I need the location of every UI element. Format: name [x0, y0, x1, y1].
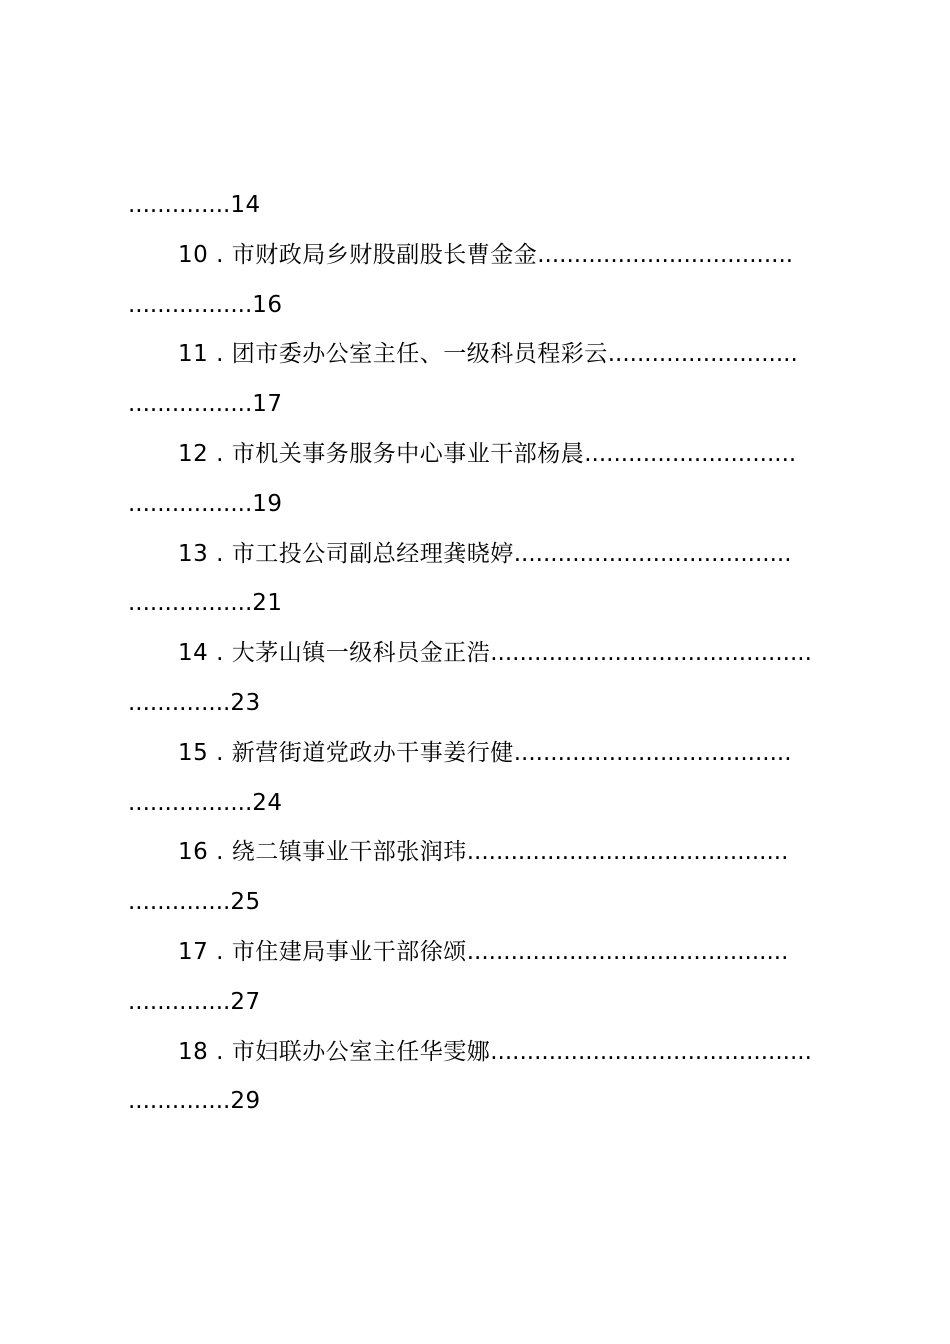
toc-entry-17	[128, 932, 848, 982]
toc-entry-10	[128, 235, 848, 285]
toc-entry-13	[128, 534, 848, 584]
dot-leader: ......................................	[513, 739, 792, 766]
page-number: 17	[252, 391, 283, 418]
entry-title: 绕二镇事业干部张润玮	[231, 839, 467, 866]
page-number: 27	[230, 988, 261, 1015]
entry-number: 11	[178, 341, 209, 368]
entry-title: 大茅山镇一级科员金正浩	[231, 640, 491, 667]
dot-leader: ..............	[128, 689, 231, 716]
toc-entry-12	[128, 434, 848, 484]
dot-leader: ..............	[128, 889, 231, 916]
entry-number: 10	[178, 241, 209, 268]
toc-entry-10-page-line	[128, 285, 848, 335]
toc-entry-18-page-line	[128, 1081, 848, 1131]
entry-number: 17	[178, 938, 209, 965]
entry-title: 团市委办公室主任、一级科员程彩云	[231, 341, 608, 368]
dot-leader: .............................	[584, 440, 797, 467]
dot-leader: ..........................	[607, 341, 798, 368]
toc-entry-18	[128, 1032, 848, 1082]
entry-number: 18	[178, 1038, 209, 1065]
dot-leader: ............................................	[490, 640, 812, 667]
entry-number: 12	[178, 440, 209, 467]
toc-entry-12-page-line	[128, 484, 848, 534]
entry-separator: .	[208, 241, 232, 268]
dot-leader: ...................................	[537, 241, 794, 268]
entry-separator: .	[208, 839, 232, 866]
dot-leader: ..............	[128, 988, 231, 1015]
page-number: 24	[252, 789, 283, 816]
dot-leader: .................	[128, 789, 253, 816]
page-number: 25	[230, 889, 261, 916]
page-number: 23	[230, 689, 261, 716]
entry-separator: .	[208, 440, 232, 467]
dot-leader: .................	[128, 590, 253, 617]
entry-number: 16	[178, 839, 209, 866]
dot-leader: ............................................	[466, 938, 789, 965]
entry-number: 14	[178, 640, 209, 667]
entry-title: 市住建局事业干部徐颂	[231, 938, 467, 965]
page-number: 19	[252, 490, 283, 517]
dot-leader: .................	[128, 490, 253, 517]
entry-number: 15	[178, 739, 209, 766]
toc-entry-13-page-line	[128, 583, 848, 633]
entry-separator: .	[208, 739, 232, 766]
toc-entry-15-page-line	[128, 783, 848, 833]
dot-leader: ............................................	[466, 839, 789, 866]
entry-separator: .	[208, 640, 232, 667]
toc-continuation-line	[128, 185, 848, 235]
entry-separator: .	[208, 938, 232, 965]
toc-entry-16-page-line	[128, 882, 848, 932]
entry-title: 新营街道党政办干事姜行健	[231, 739, 514, 766]
entry-title: 市机关事务服务中心事业干部杨晨	[231, 440, 585, 467]
toc-entry-17-page-line	[128, 982, 848, 1032]
toc-entry-14	[128, 633, 848, 683]
page-number: 16	[252, 291, 283, 318]
toc-entry-16	[128, 832, 848, 882]
page-number: 29	[230, 1088, 261, 1115]
dot-leader: ..............	[128, 1088, 231, 1115]
page-number: 14	[230, 192, 261, 218]
table-of-contents	[128, 185, 848, 1131]
entry-separator: .	[208, 341, 232, 368]
toc-entry-11	[128, 334, 848, 384]
toc-entry-11-page-line	[128, 384, 848, 434]
dot-leader: ......................................	[513, 540, 792, 567]
entry-title: 市妇联办公室主任华雯娜	[231, 1038, 491, 1065]
dot-leader: .................	[128, 391, 253, 418]
toc-entry-14-page-line	[128, 683, 848, 733]
entry-separator: .	[208, 1038, 232, 1065]
entry-title: 市财政局乡财股副股长曹金金	[231, 241, 538, 268]
dot-leader: ..............	[128, 192, 231, 218]
dot-leader: ............................................	[490, 1038, 812, 1065]
toc-entry-15	[128, 733, 848, 783]
page-number: 21	[252, 590, 283, 617]
entry-number: 13	[178, 540, 209, 567]
dot-leader: .................	[128, 291, 253, 318]
entry-title: 市工投公司副总经理龚晓婷	[231, 540, 514, 567]
entry-separator: .	[208, 540, 232, 567]
